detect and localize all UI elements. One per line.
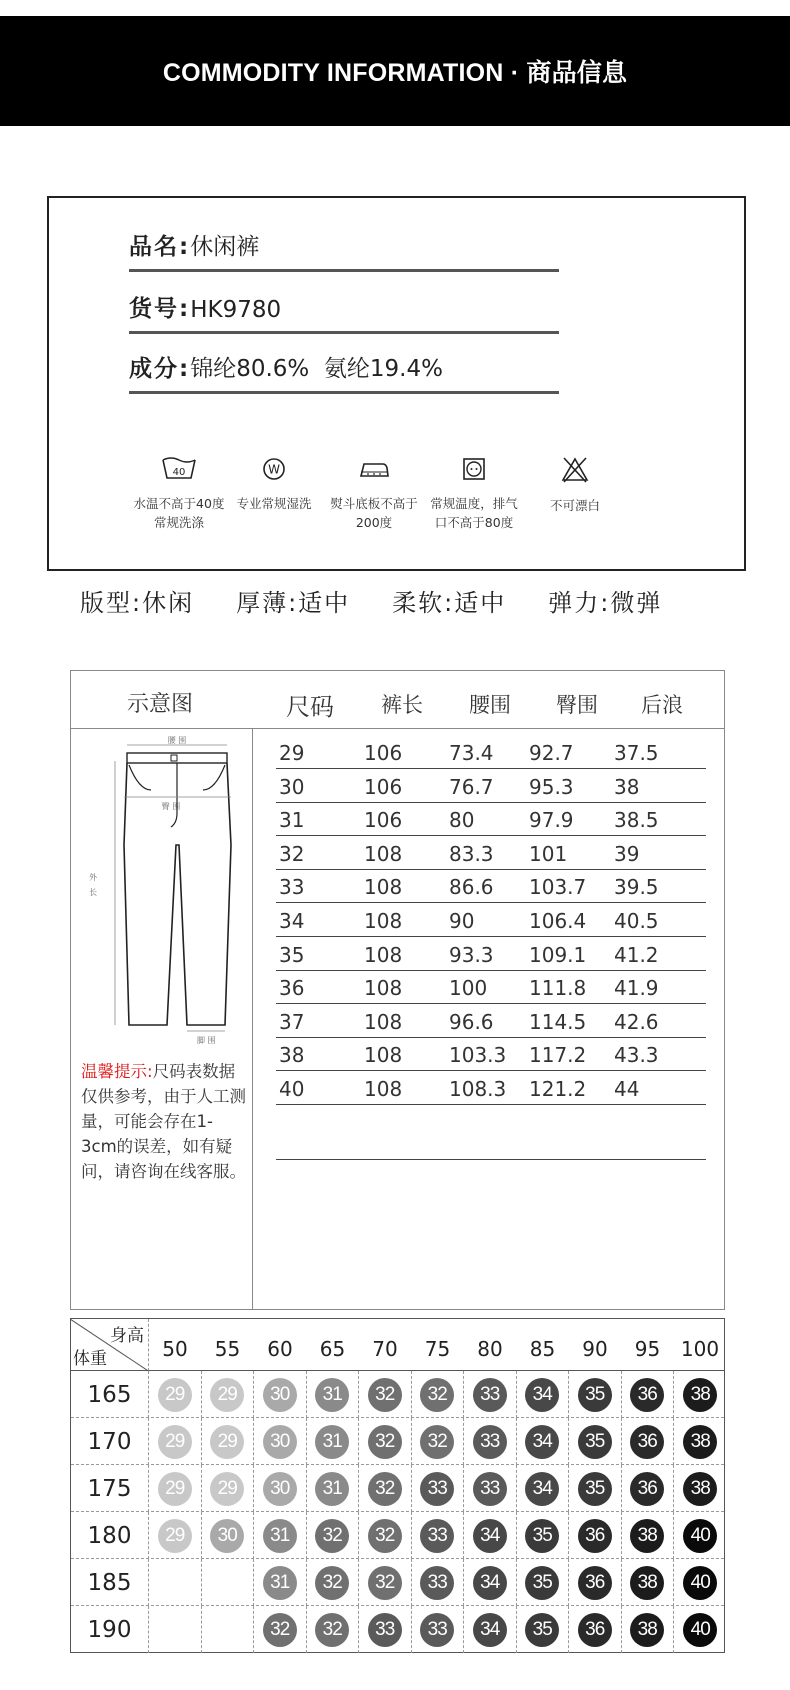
grid-cell [359, 1371, 412, 1418]
hip-measure-label: 臀 围 [161, 802, 181, 811]
size-cell: 108 [364, 1077, 403, 1101]
size-cell: 114.5 [529, 1009, 587, 1034]
size-cell: 35 [279, 942, 305, 967]
grid-cell [254, 1371, 307, 1418]
grid-cell [359, 1559, 412, 1606]
size-badge: 36 [630, 1472, 664, 1506]
grid-cell [202, 1606, 255, 1653]
header-banner [0, 16, 790, 126]
waist-measure-label: 腰 围 [167, 736, 187, 745]
grid-cell [254, 1559, 307, 1606]
product-code-line [129, 284, 559, 334]
size-cell: 40 [279, 1077, 305, 1101]
size-cell: 76.7 [449, 774, 494, 799]
product-info-box [47, 196, 746, 571]
size-cell: 106.4 [529, 909, 587, 933]
size-cell: 38 [279, 1043, 305, 1068]
size-badge: 35 [578, 1378, 612, 1412]
no-bleach-icon [560, 456, 590, 484]
wet-clean-icon [261, 456, 287, 482]
size-cell: 103.7 [529, 875, 587, 900]
grid-cell [569, 1559, 622, 1606]
grid-cell [412, 1371, 465, 1418]
care-text-1a: 水温不高于40度 [133, 496, 225, 511]
size-cell: 33 [279, 875, 305, 900]
size-tip [81, 1059, 246, 1184]
weight-header-cell: 50 [162, 1337, 188, 1361]
outer-length-label-1: 外 [89, 873, 97, 882]
grid-cell [149, 1371, 202, 1418]
size-cell: 95.3 [529, 774, 574, 799]
size-badge: 32 [420, 1378, 454, 1412]
size-table-empty-line [276, 1159, 706, 1160]
size-cell: 32 [279, 841, 305, 866]
size-cell: 73.4 [449, 741, 494, 765]
size-cell: 39.5 [614, 875, 659, 900]
size-cell: 106 [364, 808, 403, 833]
size-badge: 32 [368, 1378, 402, 1412]
size-badge: 32 [315, 1613, 349, 1647]
care-text-5a: 不可漂白 [549, 498, 600, 513]
size-badge: 32 [420, 1425, 454, 1459]
weight-header-cell: 85 [529, 1337, 556, 1361]
weight-header-cell: 95 [634, 1337, 661, 1361]
size-badge: 36 [578, 1566, 612, 1600]
tumble-dry-icon [461, 456, 487, 482]
height-label: 180 [71, 1512, 149, 1559]
grid-cell [412, 1559, 465, 1606]
size-cell: 108 [364, 841, 403, 866]
care-text-4b: 口不高于80度 [434, 515, 514, 530]
size-badge: 31 [315, 1472, 349, 1506]
product-name-label: 品名: [129, 234, 191, 260]
grid-cell [517, 1371, 570, 1418]
size-badge: 32 [263, 1613, 297, 1647]
material-label: 成分: [129, 356, 191, 382]
grid-cell [464, 1512, 517, 1559]
grid-row [71, 1371, 724, 1418]
grid-cell [622, 1371, 675, 1418]
size-badge: 34 [525, 1472, 559, 1506]
size-cell: 37 [279, 1009, 305, 1034]
iron-icon [357, 456, 391, 482]
size-badge: 38 [683, 1472, 717, 1506]
size-badge: 32 [368, 1519, 402, 1553]
size-table-divider [252, 729, 253, 1309]
size-badge: 31 [315, 1425, 349, 1459]
grid-cell [464, 1465, 517, 1512]
grid-cell [149, 1418, 202, 1465]
size-row [276, 806, 706, 836]
corner-weight-label: 体重 [73, 1349, 107, 1369]
grid-cell [464, 1559, 517, 1606]
grid-cell [149, 1559, 202, 1606]
grid-cell [254, 1418, 307, 1465]
size-row [276, 1041, 706, 1071]
care-text-3b: 200度 [355, 515, 393, 530]
height-label: 175 [71, 1465, 149, 1512]
size-row [276, 739, 706, 769]
attr-elasticity: 弹力:微弹 [548, 589, 663, 617]
size-badge: 36 [630, 1378, 664, 1412]
size-cell: 93.3 [449, 942, 494, 967]
grid-cell [202, 1465, 255, 1512]
grid-cell [412, 1512, 465, 1559]
size-cell: 97.9 [529, 808, 574, 833]
size-badge: 35 [578, 1472, 612, 1506]
grid-cell [622, 1606, 675, 1653]
grid-cell [674, 1371, 727, 1418]
material-line [129, 344, 559, 394]
product-attributes [80, 583, 720, 618]
grid-row [71, 1559, 724, 1606]
tip-heading: 温馨提示: [81, 1062, 153, 1081]
grid-cell [622, 1559, 675, 1606]
size-cell: 108 [364, 909, 403, 933]
banner-title: COMMODITY INFORMATION · 商品信息 [162, 59, 628, 87]
pants-diagram [79, 735, 249, 1055]
height-label: 170 [71, 1418, 149, 1465]
size-cell: 90 [449, 909, 475, 933]
grid-cell [202, 1371, 255, 1418]
size-badge: 36 [578, 1613, 612, 1647]
size-cell: 38 [614, 774, 640, 799]
grid-corner [71, 1319, 149, 1371]
size-cell: 37.5 [614, 741, 659, 765]
grid-cell [674, 1512, 727, 1559]
size-cell: 36 [279, 976, 305, 1001]
weight-header-cell: 75 [424, 1337, 451, 1361]
size-row [276, 773, 706, 803]
grid-cell [202, 1559, 255, 1606]
grid-cell [622, 1512, 675, 1559]
weight-header-cell: 70 [372, 1337, 398, 1361]
grid-cell [517, 1512, 570, 1559]
grid-cell [359, 1465, 412, 1512]
size-badge: 31 [263, 1519, 297, 1553]
height-label: 185 [71, 1559, 149, 1606]
tip-body: 尺码表数据仅供参考，由于人工测量，可能会存在1-3cm的误差，如有疑问，请咨询在线客服。 [81, 1062, 246, 1181]
size-row [276, 873, 706, 903]
size-badge: 29 [210, 1425, 244, 1459]
size-badge: 38 [630, 1613, 664, 1647]
size-badge: 33 [420, 1472, 454, 1506]
grid-cell [517, 1606, 570, 1653]
size-row [276, 907, 706, 937]
diagram-header: 示意图 [127, 692, 194, 717]
grid-cell [622, 1418, 675, 1465]
height-label: 165 [71, 1371, 149, 1418]
size-row [276, 941, 706, 971]
size-badge: 31 [263, 1566, 297, 1600]
size-cell: 106 [364, 741, 403, 765]
size-badge: 35 [525, 1566, 559, 1600]
care-item-dry [424, 456, 524, 532]
size-badge: 38 [683, 1378, 717, 1412]
size-badge: 30 [263, 1378, 297, 1412]
grid-cell [254, 1512, 307, 1559]
size-badge: 36 [578, 1519, 612, 1553]
size-cell: 103.3 [449, 1043, 507, 1068]
grid-header [71, 1319, 724, 1371]
size-badge: 33 [368, 1613, 402, 1647]
product-code-value: HK9780 [190, 297, 282, 323]
size-badge: 32 [315, 1519, 349, 1553]
size-cell: 29 [279, 741, 305, 765]
grid-cell [359, 1606, 412, 1653]
size-badge: 32 [368, 1425, 402, 1459]
weight-header-cell: 100 [680, 1337, 720, 1361]
grid-cell [307, 1371, 360, 1418]
size-cell: 40.5 [614, 909, 659, 933]
outer-length-label-2: 长 [89, 888, 97, 897]
grid-cell [412, 1465, 465, 1512]
size-cell: 86.6 [449, 875, 494, 900]
size-badge: 29 [158, 1425, 192, 1459]
size-badge: 29 [158, 1519, 192, 1553]
size-cell: 92.7 [529, 741, 574, 765]
size-row [276, 1075, 706, 1105]
size-cell: 83.3 [449, 841, 494, 866]
care-item-wash [129, 456, 229, 532]
grid-cell [202, 1418, 255, 1465]
grid-cell [674, 1606, 727, 1653]
grid-cell [674, 1465, 727, 1512]
care-text-2a: 专业常规湿洗 [236, 496, 312, 511]
size-cell: 109.1 [529, 942, 587, 967]
attr-thickness: 厚薄:适中 [236, 589, 351, 617]
grid-cell [569, 1606, 622, 1653]
size-cell: 38.5 [614, 808, 659, 833]
material-value: 锦纶80.6% 氨纶19.4% [190, 356, 443, 382]
size-cell: 106 [364, 774, 403, 799]
grid-cell [307, 1465, 360, 1512]
size-badge: 29 [158, 1472, 192, 1506]
col-header-length: 裤长 [381, 693, 423, 717]
size-badge: 35 [525, 1613, 559, 1647]
weight-header-cell: 55 [214, 1337, 241, 1361]
size-badge: 32 [368, 1566, 402, 1600]
size-row [276, 1008, 706, 1038]
grid-cell [359, 1418, 412, 1465]
attr-softness: 柔软:适中 [392, 589, 507, 617]
grid-cell [254, 1606, 307, 1653]
size-cell: 108 [364, 1009, 403, 1034]
size-badge: 30 [263, 1472, 297, 1506]
size-badge: 34 [473, 1519, 507, 1553]
size-cell: 42.6 [614, 1009, 659, 1034]
size-cell: 30 [279, 774, 305, 799]
size-badge: 33 [473, 1425, 507, 1459]
grid-cell [149, 1512, 202, 1559]
size-badge: 34 [473, 1613, 507, 1647]
grid-cell [517, 1465, 570, 1512]
grid-row [71, 1418, 724, 1465]
grid-row [71, 1512, 724, 1559]
col-header-waist: 腰围 [469, 693, 511, 717]
size-cell: 96.6 [449, 1009, 494, 1034]
corner-height-label: 身高 [110, 1326, 144, 1346]
care-item-bleach [525, 456, 625, 515]
col-header-size: 尺码 [286, 693, 334, 721]
attr-fit: 版型:休闲 [80, 589, 195, 617]
size-badge: 29 [158, 1378, 192, 1412]
grid-cell [307, 1418, 360, 1465]
grid-cell [569, 1465, 622, 1512]
grid-cell [517, 1418, 570, 1465]
size-badge: 34 [525, 1425, 559, 1459]
size-cell: 39 [614, 841, 640, 866]
size-badge: 33 [473, 1378, 507, 1412]
size-cell: 108 [364, 1043, 403, 1068]
size-cell: 34 [279, 909, 305, 933]
grid-cell [412, 1418, 465, 1465]
care-text-1b: 常规洗涤 [153, 515, 204, 530]
size-badge: 33 [420, 1566, 454, 1600]
size-badge: 34 [525, 1378, 559, 1412]
size-cell: 111.8 [529, 976, 587, 1001]
grid-cell [517, 1559, 570, 1606]
size-table-header [71, 671, 724, 729]
size-badge: 40 [683, 1613, 717, 1647]
care-item-wetclean [224, 456, 324, 513]
size-table [70, 670, 725, 1310]
size-badge: 34 [473, 1566, 507, 1600]
care-item-iron [324, 456, 424, 532]
size-badge: 33 [420, 1519, 454, 1553]
size-badge: 40 [683, 1519, 717, 1553]
weight-header-cell: 65 [319, 1337, 346, 1361]
size-badge: 31 [315, 1378, 349, 1412]
size-badge: 40 [683, 1566, 717, 1600]
grid-cell [307, 1512, 360, 1559]
size-badge: 33 [473, 1472, 507, 1506]
col-header-rise: 后浪 [641, 693, 683, 717]
size-cell: 43.3 [614, 1043, 659, 1068]
weight-header-cell: 60 [267, 1337, 293, 1361]
product-name-line [129, 222, 559, 272]
size-cell: 41.2 [614, 942, 659, 967]
size-badge: 36 [630, 1425, 664, 1459]
grid-cell [149, 1465, 202, 1512]
size-badge: 33 [420, 1613, 454, 1647]
size-cell: 44 [614, 1077, 640, 1101]
grid-cell [412, 1606, 465, 1653]
grid-cell [569, 1371, 622, 1418]
size-cell: 108 [364, 942, 403, 967]
size-badge: 35 [525, 1519, 559, 1553]
size-badge: 32 [368, 1472, 402, 1506]
size-cell: 41.9 [614, 976, 659, 1001]
grid-cell [464, 1418, 517, 1465]
grid-cell [569, 1418, 622, 1465]
size-badge: 35 [578, 1425, 612, 1459]
size-cell: 101 [529, 841, 568, 866]
size-cell: 117.2 [529, 1043, 587, 1068]
size-badge: 29 [210, 1472, 244, 1506]
grid-cell [464, 1371, 517, 1418]
grid-cell [307, 1606, 360, 1653]
size-badge: 38 [683, 1425, 717, 1459]
grid-cell [149, 1606, 202, 1653]
svg-text:40: 40 [172, 467, 186, 478]
weight-header-cell: 90 [582, 1337, 608, 1361]
size-badge: 30 [210, 1519, 244, 1553]
grid-cell [307, 1559, 360, 1606]
col-header-hip: 臀围 [556, 693, 598, 717]
size-cell: 108.3 [449, 1077, 507, 1101]
product-code-label: 货号: [129, 296, 191, 322]
wash-40-icon [161, 456, 197, 482]
grid-cell [622, 1465, 675, 1512]
size-row [276, 840, 706, 870]
size-cell: 100 [449, 976, 488, 1001]
grid-cell [569, 1512, 622, 1559]
weight-height-grid [70, 1318, 725, 1653]
grid-cell [464, 1606, 517, 1653]
size-row [276, 974, 706, 1004]
size-badge: 29 [210, 1378, 244, 1412]
grid-row [71, 1465, 724, 1512]
size-cell: 121.2 [529, 1077, 587, 1101]
grid-cell [254, 1465, 307, 1512]
grid-cell [359, 1512, 412, 1559]
grid-cell [202, 1512, 255, 1559]
size-cell: 108 [364, 875, 403, 900]
size-badge: 30 [263, 1425, 297, 1459]
size-badge: 38 [630, 1519, 664, 1553]
grid-cell [674, 1559, 727, 1606]
hem-measure-label: 脚 围 [197, 1036, 216, 1045]
product-name-value: 休闲裤 [190, 234, 260, 260]
care-text-3a: 熨斗底板不高于 [330, 496, 418, 511]
height-label: 190 [71, 1606, 149, 1653]
grid-cell [674, 1418, 727, 1465]
size-cell: 31 [279, 808, 305, 833]
care-text-4a: 常规温度，排气 [430, 496, 518, 511]
size-badge: 38 [630, 1566, 664, 1600]
size-badge: 32 [315, 1566, 349, 1600]
grid-row [71, 1606, 724, 1653]
svg-text:W: W [268, 462, 280, 477]
size-cell: 108 [364, 976, 403, 1001]
weight-header-cell: 80 [477, 1337, 503, 1361]
size-cell: 80 [449, 808, 475, 833]
